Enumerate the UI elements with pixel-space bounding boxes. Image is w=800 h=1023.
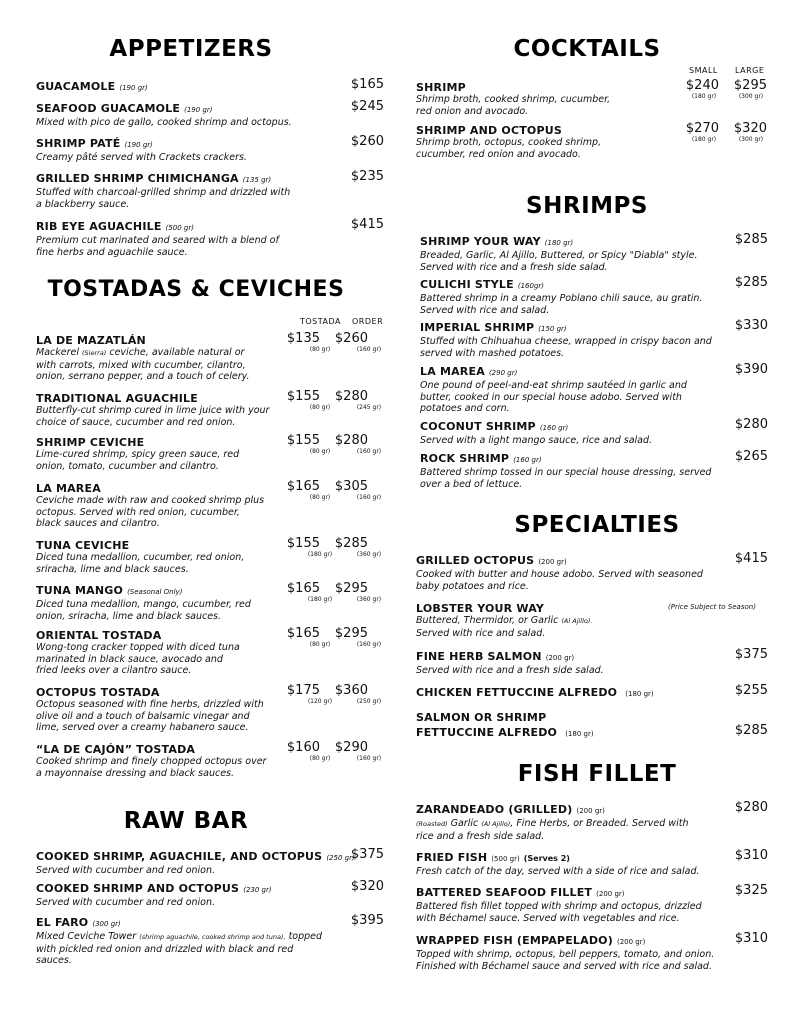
section-title: APPETIZERS	[109, 36, 273, 62]
item-tag: (Seasonal Only)	[127, 588, 183, 596]
item-name: WRAPPED FISH (EMPAPELADO)	[416, 934, 613, 947]
item-description: (Roasted) Garlic (Al Ajillo), Fine Herbs, or Breaded. Served with rice and a fresh side salad.	[416, 818, 689, 842]
item-description: Stuffed with Chihuahua cheese, wrapped in crispy bacon and served with mashed potatoes.	[420, 336, 712, 359]
menu-item	[36, 740, 386, 779]
menu-item	[36, 626, 386, 677]
item-description: Butterfly-cut shrimp cured in lime juice with your choice of sauce, cucumber and red onion.	[36, 405, 270, 428]
menu-item	[416, 551, 768, 592]
item-description: Served with cucumber and red onion.	[36, 897, 216, 908]
item-name: TUNA CEVICHE	[36, 539, 130, 552]
item-description: Diced tuna medallion, mango, cucumber, red onion, sriracha, lime and black sauces.	[36, 599, 251, 622]
item-price: $260	[350, 134, 384, 149]
menu-item	[420, 417, 768, 447]
item-name: EL FARO	[36, 916, 89, 929]
item-weight-tostada: (80 gr)	[309, 346, 331, 353]
item-weight-order: (360 gr)	[356, 596, 382, 603]
item-price: $285	[734, 723, 768, 738]
item-name: COCONUT SHRIMP	[420, 420, 536, 433]
section-title: SPECIALTIES	[514, 512, 680, 538]
item-weight: (190 gr)	[124, 141, 153, 149]
item-weight: (190 gr)	[119, 84, 148, 92]
item-price: $280	[734, 800, 768, 815]
item-price-large: $295	[733, 78, 767, 93]
menu-item	[420, 362, 768, 415]
item-name: IMPERIAL SHRIMP	[420, 321, 535, 334]
item-description: Ceviche made with raw and cooked shrimp plus octopus. Served with red onion, cucumber, black sauces and cilantro.	[36, 495, 265, 529]
item-price-tostada: $155	[286, 433, 320, 448]
item-price: $330	[734, 318, 768, 333]
item-description: Served with cucumber and red onion.	[36, 865, 216, 876]
shrimps-section	[416, 193, 768, 219]
menu-item	[420, 449, 768, 490]
item-weight-order: (160 gr)	[356, 448, 382, 455]
item-description: Lime-cured shrimp, spicy green sauce, red onion, tomato, cucumber and cilantro.	[36, 449, 240, 472]
item-weight-small: (180 gr)	[691, 136, 717, 143]
menu-item	[36, 331, 386, 383]
menu-item	[416, 883, 768, 924]
menu-item	[416, 711, 768, 741]
item-weight: (250 gr)	[326, 854, 355, 862]
item-name: COOKED SHRIMP AND OCTOPUS	[36, 882, 240, 895]
item-price-order: $280	[334, 433, 368, 448]
item-weight: (160 gr)	[513, 456, 542, 464]
menu-item	[36, 581, 386, 622]
item-name: GUACAMOLE	[36, 80, 116, 93]
menu-item	[416, 602, 768, 639]
cocktails-section	[416, 36, 768, 62]
column-header-large: LARGE	[735, 66, 765, 75]
menu-item	[420, 275, 768, 316]
item-description: Stuffed with charcoal-grilled shrimp and drizzled with a blackberry sauce.	[36, 187, 291, 210]
item-price-order: $290	[334, 740, 368, 755]
item-name: SHRIMP CEVICHE	[36, 436, 145, 449]
price-note: (Price Subject to Season)	[668, 603, 756, 611]
menu-item	[416, 78, 768, 117]
item-price-order: $280	[334, 389, 368, 404]
menu-item	[36, 77, 386, 95]
item-weight-order: (250 gr)	[356, 698, 382, 705]
item-weight: (180 gr)	[565, 730, 594, 738]
item-description: Shrimp broth, octopus, cooked shrimp, cucumber, red onion and avocado.	[416, 137, 602, 160]
item-weight-order: (360 gr)	[356, 551, 382, 558]
item-name: OCTOPUS TOSTADA	[36, 686, 160, 699]
section-title: SHRIMPS	[526, 193, 648, 219]
item-price: $235	[350, 169, 384, 184]
menu-item	[416, 121, 768, 160]
item-description: Cooked shrimp and finely chopped octopus over a mayonnaise dressing and black sauces.	[36, 756, 267, 779]
item-price-tostada: $155	[286, 389, 320, 404]
item-price-order: $260	[334, 331, 368, 346]
item-weight-tostada: (180 gr)	[307, 596, 333, 603]
rawbar-section	[36, 808, 386, 834]
item-price-order: $295	[334, 581, 368, 596]
item-weight: (500 gr)	[491, 855, 520, 863]
menu-item	[36, 879, 386, 909]
item-weight: (200 gr)	[545, 654, 575, 662]
item-name: SHRIMP YOUR WAY	[420, 235, 541, 248]
item-name: ORIENTAL TOSTADA	[36, 629, 162, 642]
item-weight-tostada: (80 gr)	[309, 448, 331, 455]
item-weight-order: (160 gr)	[356, 755, 382, 762]
item-name: SHRIMP AND OCTOPUS	[416, 124, 563, 137]
item-price: $415	[350, 217, 384, 232]
item-weight-tostada: (180 gr)	[307, 551, 333, 558]
item-price-tostada: $160	[286, 740, 320, 755]
menu-item	[416, 931, 768, 972]
item-description: Served with rice and a fresh side salad.	[416, 665, 604, 676]
item-price-tostada: $165	[286, 581, 320, 596]
item-weight-order: (245 gr)	[356, 404, 382, 411]
menu-item	[416, 848, 768, 878]
item-weight-tostada: (80 gr)	[309, 755, 331, 762]
item-name: FINE HERB SALMON	[416, 650, 542, 663]
item-price-tostada: $165	[286, 626, 320, 641]
specialties-section	[416, 512, 768, 538]
item-price-small: $240	[685, 78, 719, 93]
item-price: $375	[734, 647, 768, 662]
fish-section	[416, 761, 768, 787]
item-name: COOKED SHRIMP, AGUACHILE, AND OCTOPUS	[36, 850, 323, 863]
item-name: SALMON OR SHRIMP	[416, 711, 547, 724]
item-name: FRIED FISH	[416, 851, 488, 864]
column-header-small: SMALL	[689, 66, 718, 75]
item-price: $285	[734, 275, 768, 290]
item-description: Mixed with pico de gallo, cooked shrimp and octopus.	[36, 117, 292, 128]
item-weight: (190 gr)	[184, 106, 213, 114]
item-description: Octopus seasoned with fine herbs, drizzled with olive oil and a touch of balsamic vinegar and lime, served over a creamy habanero sauce.	[36, 699, 264, 733]
item-price-order: $285	[334, 536, 368, 551]
item-name: TRADITIONAL AGUACHILE	[36, 392, 198, 405]
item-description: Battered shrimp tossed in our special house dressing, served over a bed of lettuce.	[420, 467, 712, 490]
item-description: Buttered, Thermidor, or Garlic (Al Ajillo). Served with rice and salad.	[416, 615, 593, 639]
item-weight: (200 gr)	[616, 938, 646, 946]
item-weight: (200 gr)	[576, 807, 605, 815]
item-weight: (160gr)	[517, 282, 545, 290]
item-weight-order: (160 gr)	[356, 641, 382, 648]
item-weight-order: (160 gr)	[356, 494, 382, 501]
tostadas-column-headers	[36, 317, 386, 331]
item-name-line2: FETTUCCINE ALFREDO	[416, 726, 558, 739]
item-description: Premium cut marinated and seared with a blend of fine herbs and aguachile sauce.	[36, 235, 279, 258]
item-weight-tostada: (120 gr)	[307, 698, 333, 705]
item-name: LOBSTER YOUR WAY	[416, 602, 545, 615]
item-weight-tostada: (80 gr)	[309, 641, 331, 648]
item-weight: (500 gr)	[165, 224, 194, 232]
item-name: LA MAREA	[420, 365, 485, 378]
menu-item	[416, 683, 768, 701]
item-price: $265	[734, 449, 768, 464]
item-weight: (160 gr)	[539, 424, 569, 432]
item-description: Cooked with butter and house adobo. Served with seasoned baby potatoes and rice.	[416, 569, 703, 592]
item-price-order: $295	[334, 626, 368, 641]
section-title: COCKTAILS	[513, 36, 661, 62]
item-weight-tostada: (80 gr)	[309, 494, 331, 501]
item-description: Wong-tong cracker topped with diced tuna marinated in black sauce, avocado and fried leeks over a cilantro sauce.	[36, 642, 240, 676]
item-description: Served with a light mango sauce, rice and salad.	[420, 435, 653, 446]
menu-item	[36, 389, 386, 428]
item-price-order: $305	[334, 479, 368, 494]
section-title: RAW BAR	[123, 808, 249, 834]
menu-item	[36, 433, 386, 472]
item-weight-small: (180 gr)	[691, 93, 717, 100]
item-price: $310	[734, 848, 768, 863]
item-price-tostada: $175	[286, 683, 320, 698]
item-weight: (150 gr)	[538, 325, 567, 333]
item-description: Shrimp broth, cooked shrimp, cucumber, red onion and avocado.	[416, 94, 611, 117]
item-price: $325	[734, 883, 768, 898]
item-price-small: $270	[685, 121, 719, 136]
menu-item	[36, 217, 386, 258]
item-price: $375	[350, 847, 384, 862]
item-price: $390	[734, 362, 768, 377]
item-name: CHICKEN FETTUCCINE ALFREDO	[416, 686, 618, 699]
item-description: Battered shrimp in a creamy Poblano chili sauce, au gratin. Served with rice and salad.	[420, 293, 703, 316]
item-weight: (200 gr)	[596, 890, 625, 898]
tostadas-section	[36, 277, 386, 302]
item-weight: (300 gr)	[92, 920, 121, 928]
item-description: Diced tuna medallion, cucumber, red onion, sriracha, lime and black sauces.	[36, 552, 245, 575]
item-weight: (290 gr)	[488, 369, 518, 377]
right-column	[416, 0, 768, 1023]
menu-item	[36, 913, 386, 967]
item-price-tostada: $135	[286, 331, 320, 346]
item-name: “LA DE CAJÓN” TOSTADA	[36, 743, 196, 756]
item-name: ROCK SHRIMP	[420, 452, 510, 465]
menu-item	[36, 99, 386, 129]
column-header-tostada: TOSTADA	[300, 317, 341, 326]
item-weight-large: (300 gr)	[738, 136, 764, 143]
item-description: Fresh catch of the day, served with a side of rice and salad.	[416, 866, 700, 877]
menu-item	[36, 536, 386, 575]
item-price-tostada: $155	[286, 536, 320, 551]
menu-item	[36, 847, 386, 877]
menu-item	[416, 647, 768, 677]
item-description: Mixed Ceviche Tower (shrimp aguachile, cooked shrimp and tuna), topped with pickled red onion and drizzled with black and red sauces.	[36, 931, 323, 966]
item-weight-large: (300 gr)	[738, 93, 764, 100]
item-description: Creamy pâté served with Crackets crackers.	[36, 152, 247, 163]
item-name: RIB EYE AGUACHILE	[36, 220, 162, 233]
item-price-tostada: $165	[286, 479, 320, 494]
item-name: SHRIMP PATÉ	[36, 137, 121, 150]
item-weight: (180 gr)	[544, 239, 574, 247]
item-weight: (180 gr)	[625, 690, 654, 698]
section-title: TOSTADAS & CEVICHES	[47, 277, 345, 302]
item-price: $245	[350, 99, 384, 114]
menu-item	[36, 479, 386, 530]
item-name: GRILLED OCTOPUS	[416, 554, 535, 567]
column-header-order: ORDER	[352, 317, 384, 326]
item-serves: (Serves 2)	[523, 854, 570, 863]
item-name: LA DE MAZATLÁN	[36, 334, 146, 347]
item-name: CULICHI STYLE	[420, 278, 514, 291]
item-description: Mackerel (Sierra) ceviche, available natural or with carrots, mixed with cucumber, cilantro, onion, serrano pepper, and a touch of celery.	[36, 347, 250, 382]
item-name: LA MAREA	[36, 482, 101, 495]
left-column	[36, 0, 386, 1023]
item-name: GRILLED SHRIMP CHIMICHANGA	[36, 172, 239, 185]
item-weight-order: (160 gr)	[356, 346, 382, 353]
item-price: $165	[350, 77, 384, 92]
item-price: $255	[734, 683, 768, 698]
item-name: SEAFOOD GUACAMOLE	[36, 102, 181, 115]
item-weight: (230 gr)	[243, 886, 272, 894]
item-name: SHRIMP	[416, 81, 466, 94]
menu-item	[36, 683, 386, 734]
item-name: ZARANDEADO (GRILLED)	[416, 803, 573, 816]
item-description: One pound of peel-and-eat shrimp sautéed in garlic and butter, cooked in our special house adobo. Served with potatoes and corn.	[420, 380, 687, 414]
item-name: TUNA MANGO	[36, 584, 124, 597]
item-name: BATTERED SEAFOOD FILLET	[416, 886, 593, 899]
menu-item	[420, 318, 768, 359]
menu-item	[416, 800, 768, 842]
item-weight-tostada: (80 gr)	[309, 404, 331, 411]
item-weight: (200 gr)	[538, 558, 567, 566]
section-title: FISH FILLET	[517, 761, 677, 787]
item-description: Battered fish fillet topped with shrimp and octopus, drizzled with Béchamel sauce. Served with vegetables and rice.	[416, 901, 702, 924]
item-price: $320	[350, 879, 384, 894]
item-price: $415	[734, 551, 768, 566]
item-price: $285	[734, 232, 768, 247]
item-price: $280	[734, 417, 768, 432]
item-price: $395	[350, 913, 384, 928]
item-weight: (135 gr)	[242, 176, 272, 184]
item-description: Breaded, Garlic, Al Ajillo, Buttered, or Spicy "Diabla" style. Served with rice and a fresh side salad.	[420, 250, 698, 273]
item-price: $310	[734, 931, 768, 946]
menu-item	[36, 134, 386, 164]
appetizers-section	[36, 36, 386, 62]
menu-item	[36, 169, 386, 210]
item-description: Topped with shrimp, octopus, bell peppers, tomato, and onion. Finished with Béchamel sauce and served with rice and salad.	[416, 949, 715, 972]
item-price-large: $320	[733, 121, 767, 136]
menu-item	[420, 232, 768, 273]
item-price-order: $360	[334, 683, 368, 698]
